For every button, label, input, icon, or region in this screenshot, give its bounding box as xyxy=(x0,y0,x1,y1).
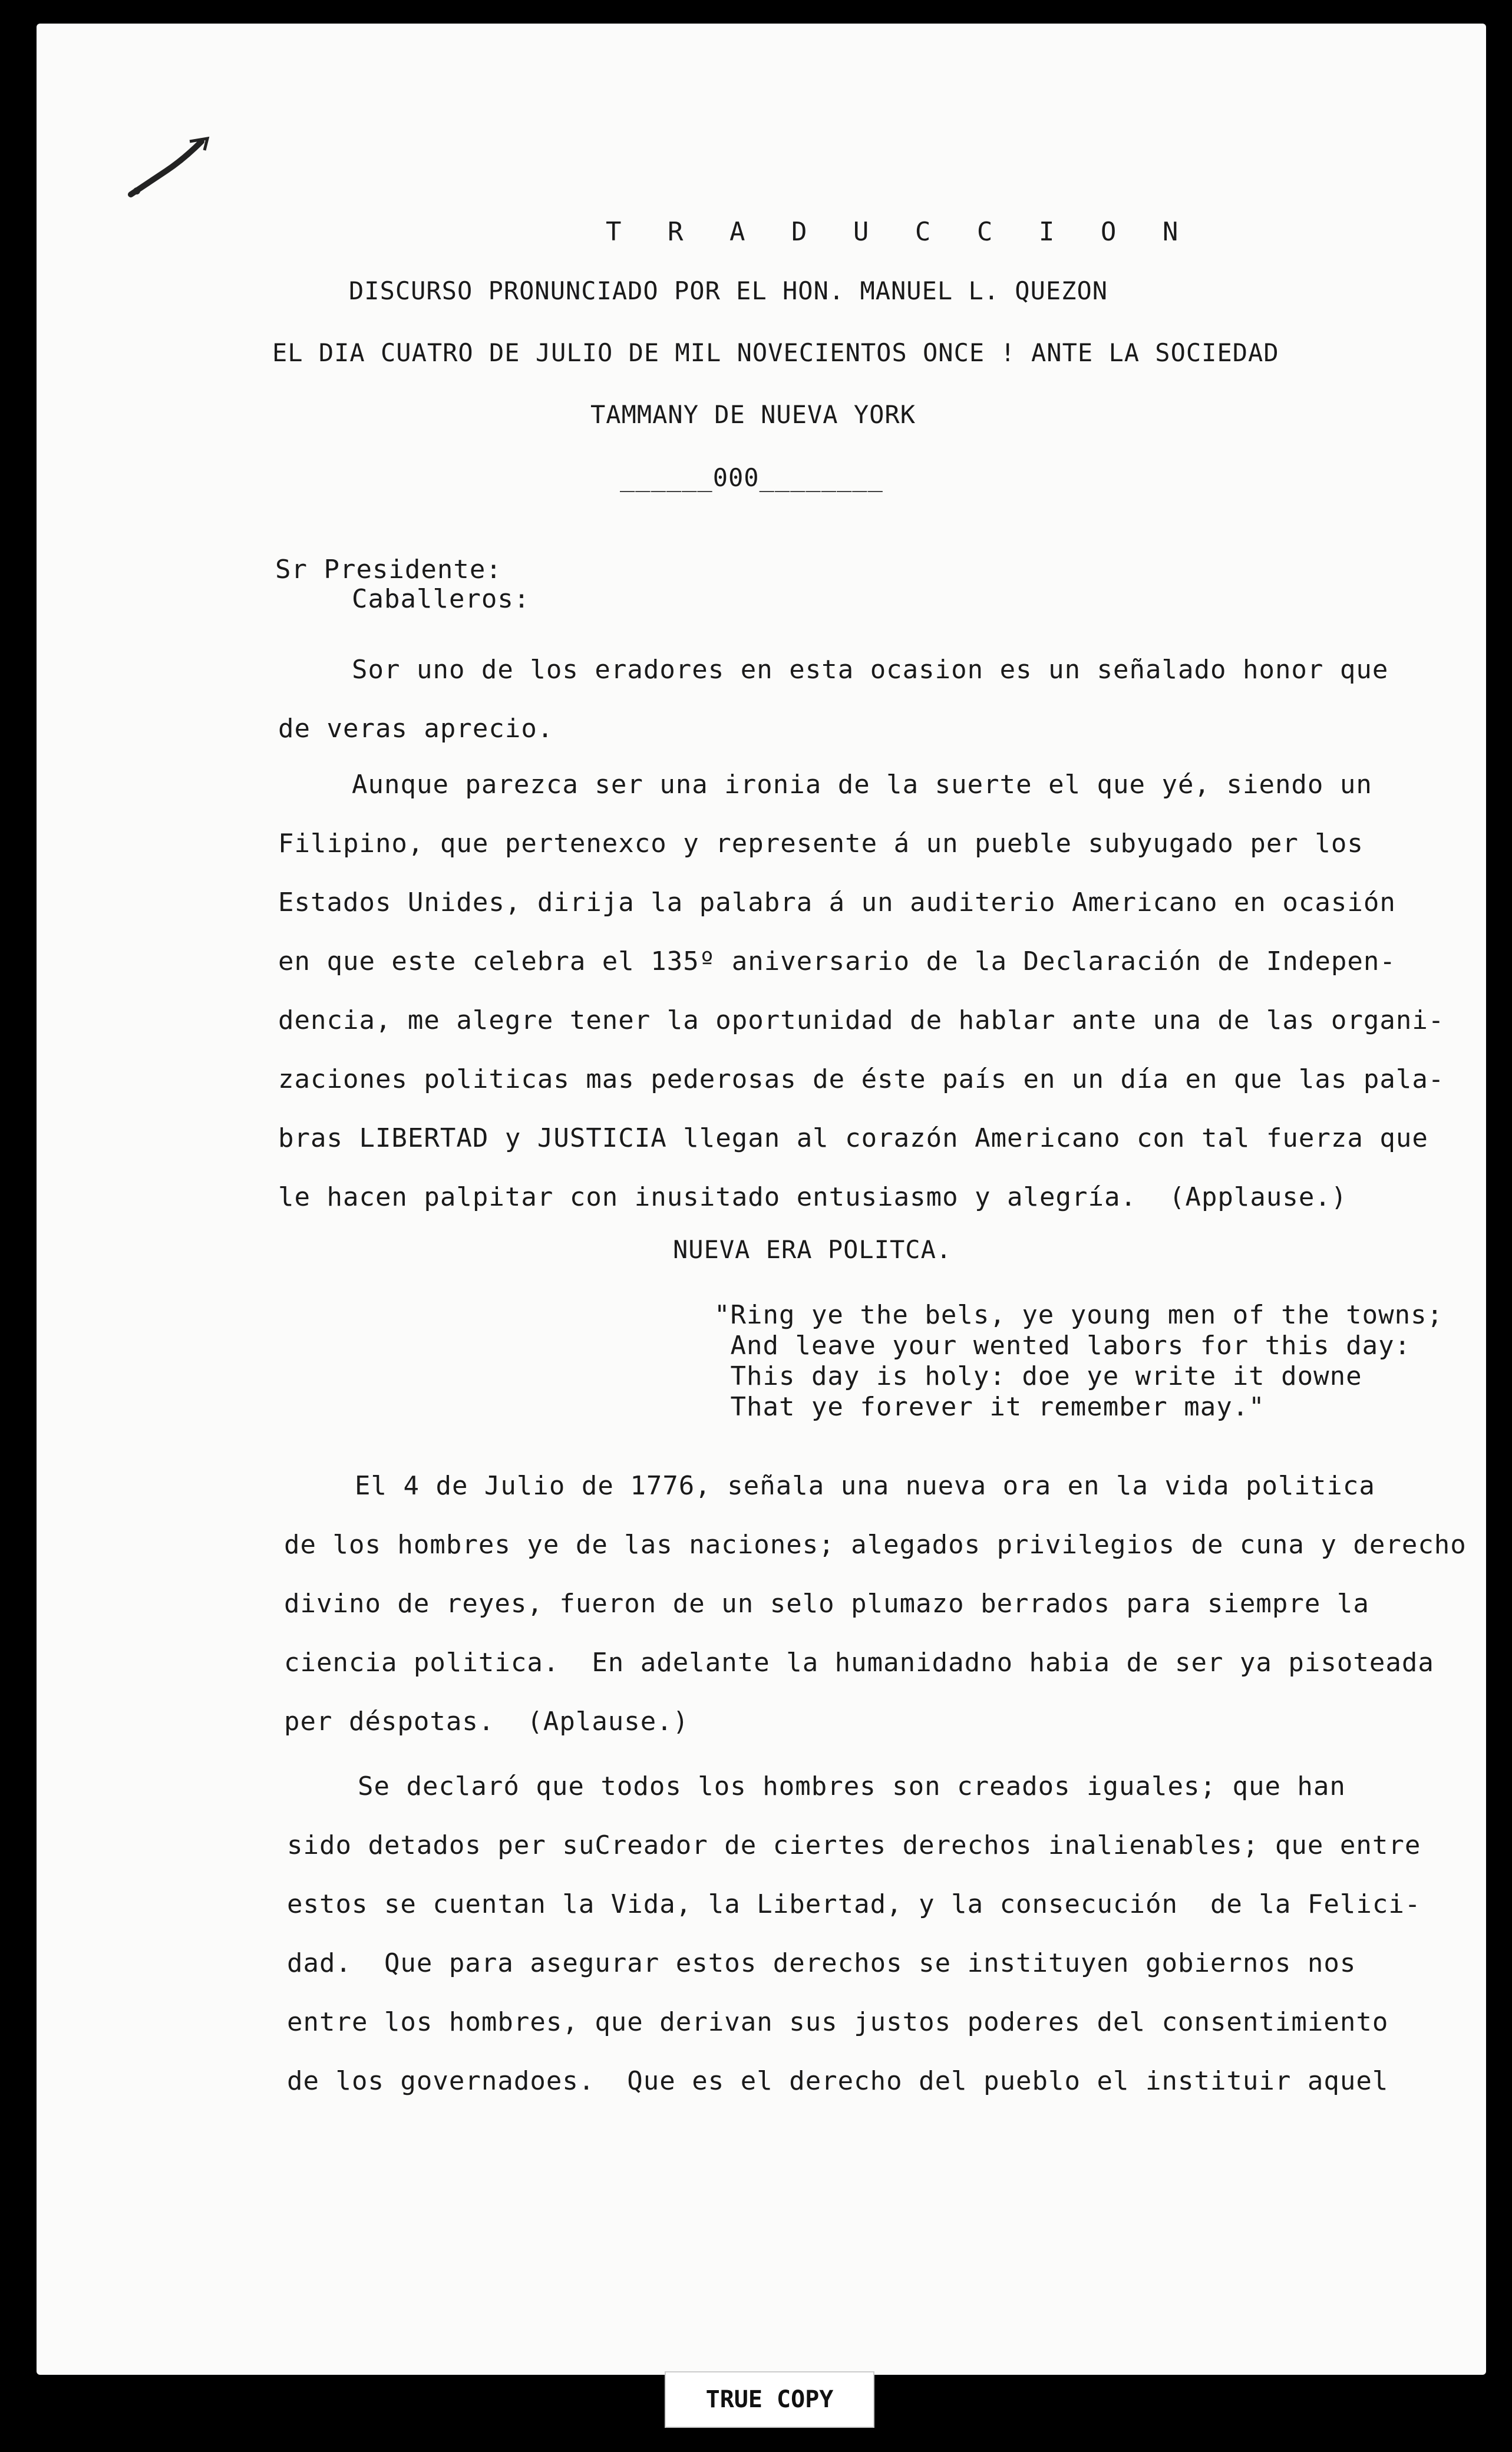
body-line: dad. Que para asegurar estos derechos se instituyen gobiernos nos xyxy=(287,1948,1356,1978)
header-separator: ______000________ xyxy=(620,463,883,492)
header-line-2: EL DIA CUATRO DE JULIO DE MIL NOVECIENTOS ONCE ! ANTE LA SOCIEDAD xyxy=(272,338,1279,367)
body-line: estos se cuentan la Vida, la Libertad, y la consecución de la Felici- xyxy=(287,1889,1421,1919)
salutation-line-2: Caballeros: xyxy=(352,584,530,614)
body-line: de veras aprecio. xyxy=(278,714,554,744)
body-line: de los governadoes. Que es el derecho del pueblo el instituir aquel xyxy=(287,2066,1389,2096)
poem-line: That ye forever it remember may." xyxy=(714,1392,1265,1422)
poem-line: And leave your wented labors for this day: xyxy=(714,1331,1411,1361)
body-line: sido detados per suCreador de ciertes derechos inalienables; que entre xyxy=(287,1830,1421,1860)
body-line: Se declaró que todos los hombres son creados iguales; que han xyxy=(358,1771,1346,1801)
salutation-line-1: Sr Presidente: xyxy=(275,555,502,585)
body-line: bras LIBERTAD y JUSTICIA llegan al corazón Americano con tal fuerza que xyxy=(278,1123,1428,1153)
document-page xyxy=(37,24,1486,2375)
header-line-1: DISCURSO PRONUNCIADO POR EL HON. MANUEL L. QUEZON xyxy=(349,276,1108,305)
body-line: Aunque parezca ser una ironia de la suerte el que yé, siendo un xyxy=(352,770,1372,800)
body-line: zaciones politicas mas pederosas de éste país en un día en que las pala- xyxy=(278,1064,1445,1094)
body-line: divino de reyes, fueron de un selo plumazo berrados para siempre la xyxy=(284,1589,1369,1619)
body-line: dencia, me alegre tener la oportunidad de hablar ante una de las organi- xyxy=(278,1005,1445,1035)
body-line: Filipino, que pertenexco y represente á un pueble subyugado per los xyxy=(278,829,1364,859)
poem-line: "Ring ye the bels, ye young men of the towns; xyxy=(714,1300,1444,1330)
body-line: Sor uno de los eradores en esta ocasion es un señalado honor que xyxy=(352,655,1389,685)
ink-mark-icon xyxy=(125,130,219,200)
body-line: per déspotas. (Aplause.) xyxy=(284,1707,689,1737)
poem-line: This day is holy: doe ye write it downe xyxy=(714,1361,1362,1391)
body-line: Estados Unides, dirija la palabra á un auditerio Americano en ocasión xyxy=(278,887,1396,918)
true-copy-label: TRUE COPY xyxy=(665,2371,874,2428)
document-title: T R A D U C C I O N xyxy=(606,217,1194,247)
body-line: en que este celebra el 135º aniversario de la Declaración de Indepen- xyxy=(278,946,1396,976)
body-line: le hacen palpitar con inusitado entusiasmo y alegría. (Applause.) xyxy=(278,1182,1348,1212)
body-line: entre los hombres, que derivan sus justos poderes del consentimiento xyxy=(287,2007,1389,2037)
header-line-3: TAMMANY DE NUEVA YORK xyxy=(590,400,916,429)
section-heading: NUEVA ERA POLITCA. xyxy=(673,1235,952,1264)
body-line: ciencia politica. En adelante la humanidadno habia de ser ya pisoteada xyxy=(284,1648,1434,1678)
body-line: de los hombres ye de las naciones; alegados privilegios de cuna y derecho xyxy=(284,1530,1467,1560)
body-line: El 4 de Julio de 1776, señala una nueva ora en la vida politica xyxy=(355,1471,1375,1501)
